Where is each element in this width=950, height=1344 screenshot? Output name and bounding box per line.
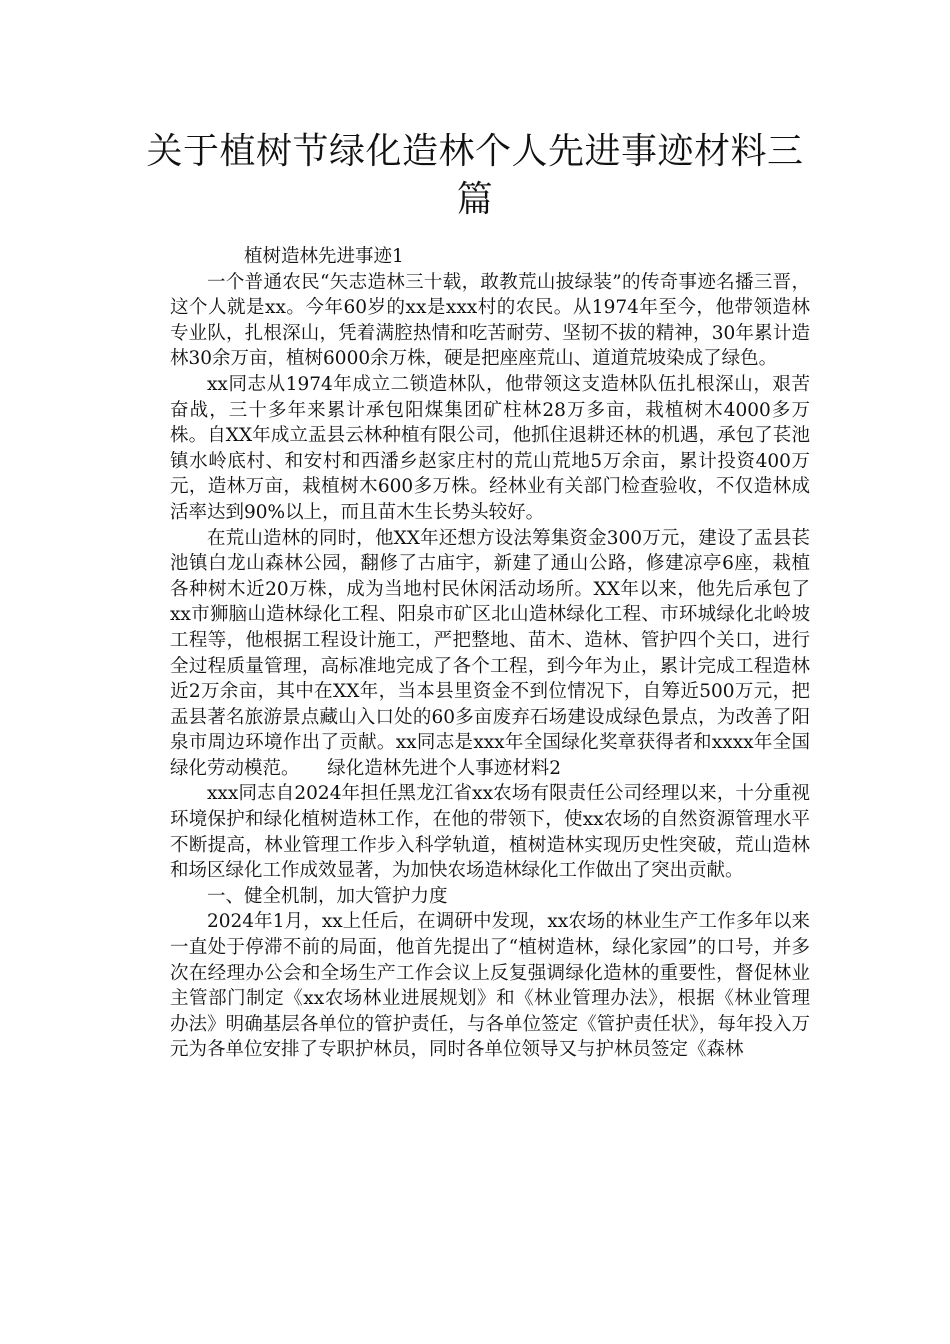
paragraph: 一个普通农民“矢志造林三十载，敢教荒山披绿装”的传奇事迹名播三晋，这个人就是xx。今年60岁的xx是xxx村的农民。从1974年至今，他带领造林专业队，扎根深山，凭着满腔热情和吃苦耐劳、坚韧不拔的精神，30年累计造林30余万亩，植树6000余万株，硬是把座座荒山、道道荒坡染成了绿色。 [170, 271, 810, 370]
section-heading: 一、健全机制，加大管护力度 [207, 885, 448, 907]
section-heading-1: 植树造林先进事迹1 [244, 246, 404, 267]
paragraph: xxx同志自2024年担任黑龙江省xx农场有限责任公司经理以来，十分重视环境保护和绿化植树造林工作，在他的带领下，使xx农场的自然资源管理水平不断提高，林业管理工作步入科学轨道，植树造林实现历史性突破，荒山造林和场区绿化工作成效显著，为加快农场造林绿化工作做出了突出贡献。 [170, 783, 810, 882]
document-title: 关于植树节绿化造林个人先进事迹材料三篇 [146, 131, 804, 220]
paragraph: 2024年1月，xx上任后，在调研中发现，xx农场的林业生产工作多年以来一直处于停滞不前的局面，他首先提出了“植树造林，绿化家园”的口号，并多次在经理办公会和全场生产工作会议上反复强调绿化造林的重要性，督促林业主管部门制定《xx农场林业进展规划》和《林业管理办法》，根据《林业管理办法》明确基层各单位的管护责任，与各单位签定《管护责任状》，每年投入万元为各单位安排了专职护林员，同时各单位领导又与护林员签定《森林 [170, 911, 810, 1061]
paragraph: 在荒山造林的同时，他XX年还想方设法筹集资金300万元，建设了盂县苌池镇白龙山森林公园，翻修了古庙宇，新建了通山公路，修建凉亭6座，栽植各种树木近20万株，成为当地村民休闲活动场所。XX年以来，他先后承包了xx市狮脑山造林绿化工程、阳泉市矿区北山造林绿化工程、市环城绿化北岭坡工程等，他根据工程设计施工，严把整地、苗木、造林、管护四个关口，进行全过程质量管理，高标准地完成了各个工程，到今年为止，累计完成工程造林近2万余亩，其中在XX年，当本县里资金不到位情况下，自筹近500万元，把盂县著名旅游景点藏山入口处的60多亩废弃石场建设成绿色景点，为改善了阳泉市周边环境作出了贡献。xx同志是xxx年全国绿化奖章获得者和xxxx年全国绿化劳动模范。 绿化造林先进个人事迹材料2 [170, 527, 810, 779]
document-body [170, 244, 810, 1063]
paragraph: xx同志从1974年成立二锁造林队，他带领这支造林队伍扎根深山，艰苦奋战，三十多年来累计承包阳煤集团矿柱林28万多亩，栽植树木4000多万株。自XX年成立盂县云林种植有限公司，他抓住退耕还林的机遇，承包了苌池镇水岭底村、和安村和西潘乡赵家庄村的荒山荒地5万余亩，累计投资400万元，造林万亩，栽植树木600多万株。经林业有关部门检查验收，不仅造林成活率达到90%以上，而且苗木生长势头较好。 [170, 373, 810, 523]
